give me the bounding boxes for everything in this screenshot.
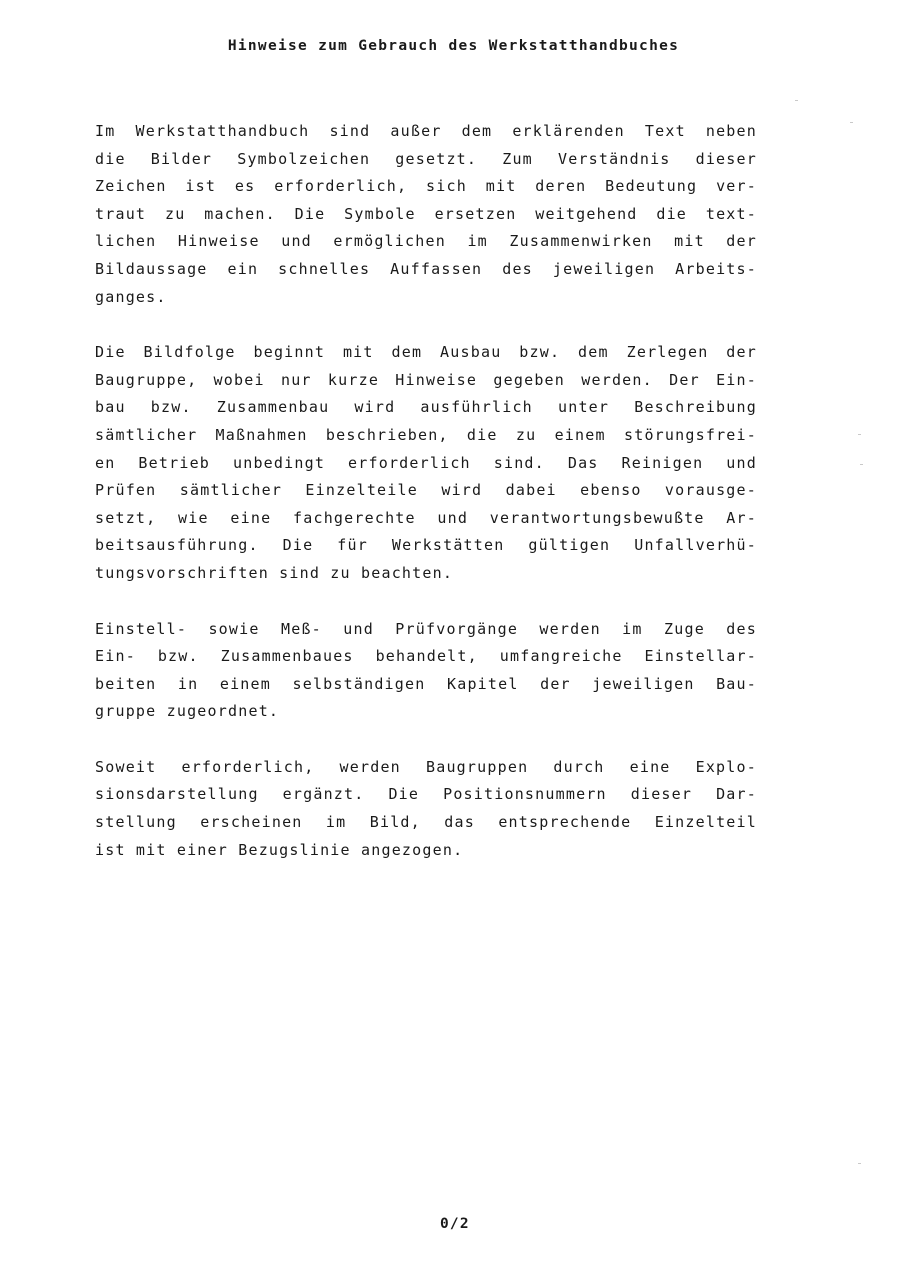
text-line: sionsdarstellung ergänzt. Die Positionsnummern dieser Dar- xyxy=(95,785,757,804)
text-line: beiten in einem selbständigen Kapitel der jeweiligen Bau- xyxy=(95,674,757,693)
text-line: tungsvorschriften sind zu beachten. xyxy=(95,563,454,582)
page-number: 0/2 xyxy=(440,1216,470,1232)
text-line: ganges. xyxy=(95,287,167,306)
text-line: Einstell- sowie Meß- und Prüfvorgänge werden im Zuge des xyxy=(95,619,757,638)
body-text xyxy=(95,118,757,892)
text-line: Ein- bzw. Zusammenbaues behandelt, umfangreiche Einstellar- xyxy=(95,647,757,666)
text-line: gruppe zugeordnet. xyxy=(95,702,280,721)
scan-speck xyxy=(858,434,861,435)
text-line: ist mit einer Bezugslinie angezogen. xyxy=(95,840,464,859)
paragraph-2 xyxy=(95,339,757,587)
text-line: Prüfen sämtlicher Einzelteile wird dabei ebenso vorausge- xyxy=(95,481,757,500)
text-line: stellung erscheinen im Bild, das entsprechende Einzelteil xyxy=(95,813,757,832)
text-line: Im Werkstatthandbuch sind außer dem erklärenden Text neben xyxy=(95,122,757,140)
text-line: lichen Hinweise und ermöglichen im Zusammenwirken mit der xyxy=(95,232,757,251)
page-title: Hinweise zum Gebrauch des Werkstatthandbuches xyxy=(227,38,680,54)
paragraph-4 xyxy=(95,754,757,864)
text-line: traut zu machen. Die Symbole ersetzen weitgehend die text- xyxy=(95,204,757,223)
text-line: die Bilder Symbolzeichen gesetzt. Zum Verständnis dieser xyxy=(95,149,757,168)
text-line: Die Bildfolge beginnt mit dem Ausbau bzw. dem Zerlegen der xyxy=(95,343,757,362)
scan-speck xyxy=(795,100,798,101)
text-line: bau bzw. Zusammenbau wird ausführlich unter Beschreibung xyxy=(95,398,757,417)
text-line: sämtlicher Maßnahmen beschrieben, die zu einem störungsfrei- xyxy=(95,425,757,444)
text-line: en Betrieb unbedingt erforderlich sind. Das Reinigen und xyxy=(95,453,757,472)
paragraph-1 xyxy=(95,118,757,311)
text-line: Baugruppe, wobei nur kurze Hinweise gegeben werden. Der Ein- xyxy=(95,370,757,389)
text-line: beitsausführung. Die für Werkstätten gültigen Unfallverhü- xyxy=(95,536,757,555)
text-line: Zeichen ist es erforderlich, sich mit deren Bedeutung ver- xyxy=(95,177,757,196)
scan-speck xyxy=(860,464,863,465)
paragraph-3 xyxy=(95,616,757,726)
scan-speck xyxy=(858,1163,861,1164)
scan-speck xyxy=(850,122,853,123)
text-line: Bildaussage ein schnelles Auffassen des jeweiligen Arbeits- xyxy=(95,259,757,278)
text-line: setzt, wie eine fachgerechte und verantwortungsbewußte Ar- xyxy=(95,508,757,527)
text-line: Soweit erforderlich, werden Baugruppen durch eine Explo- xyxy=(95,757,757,776)
